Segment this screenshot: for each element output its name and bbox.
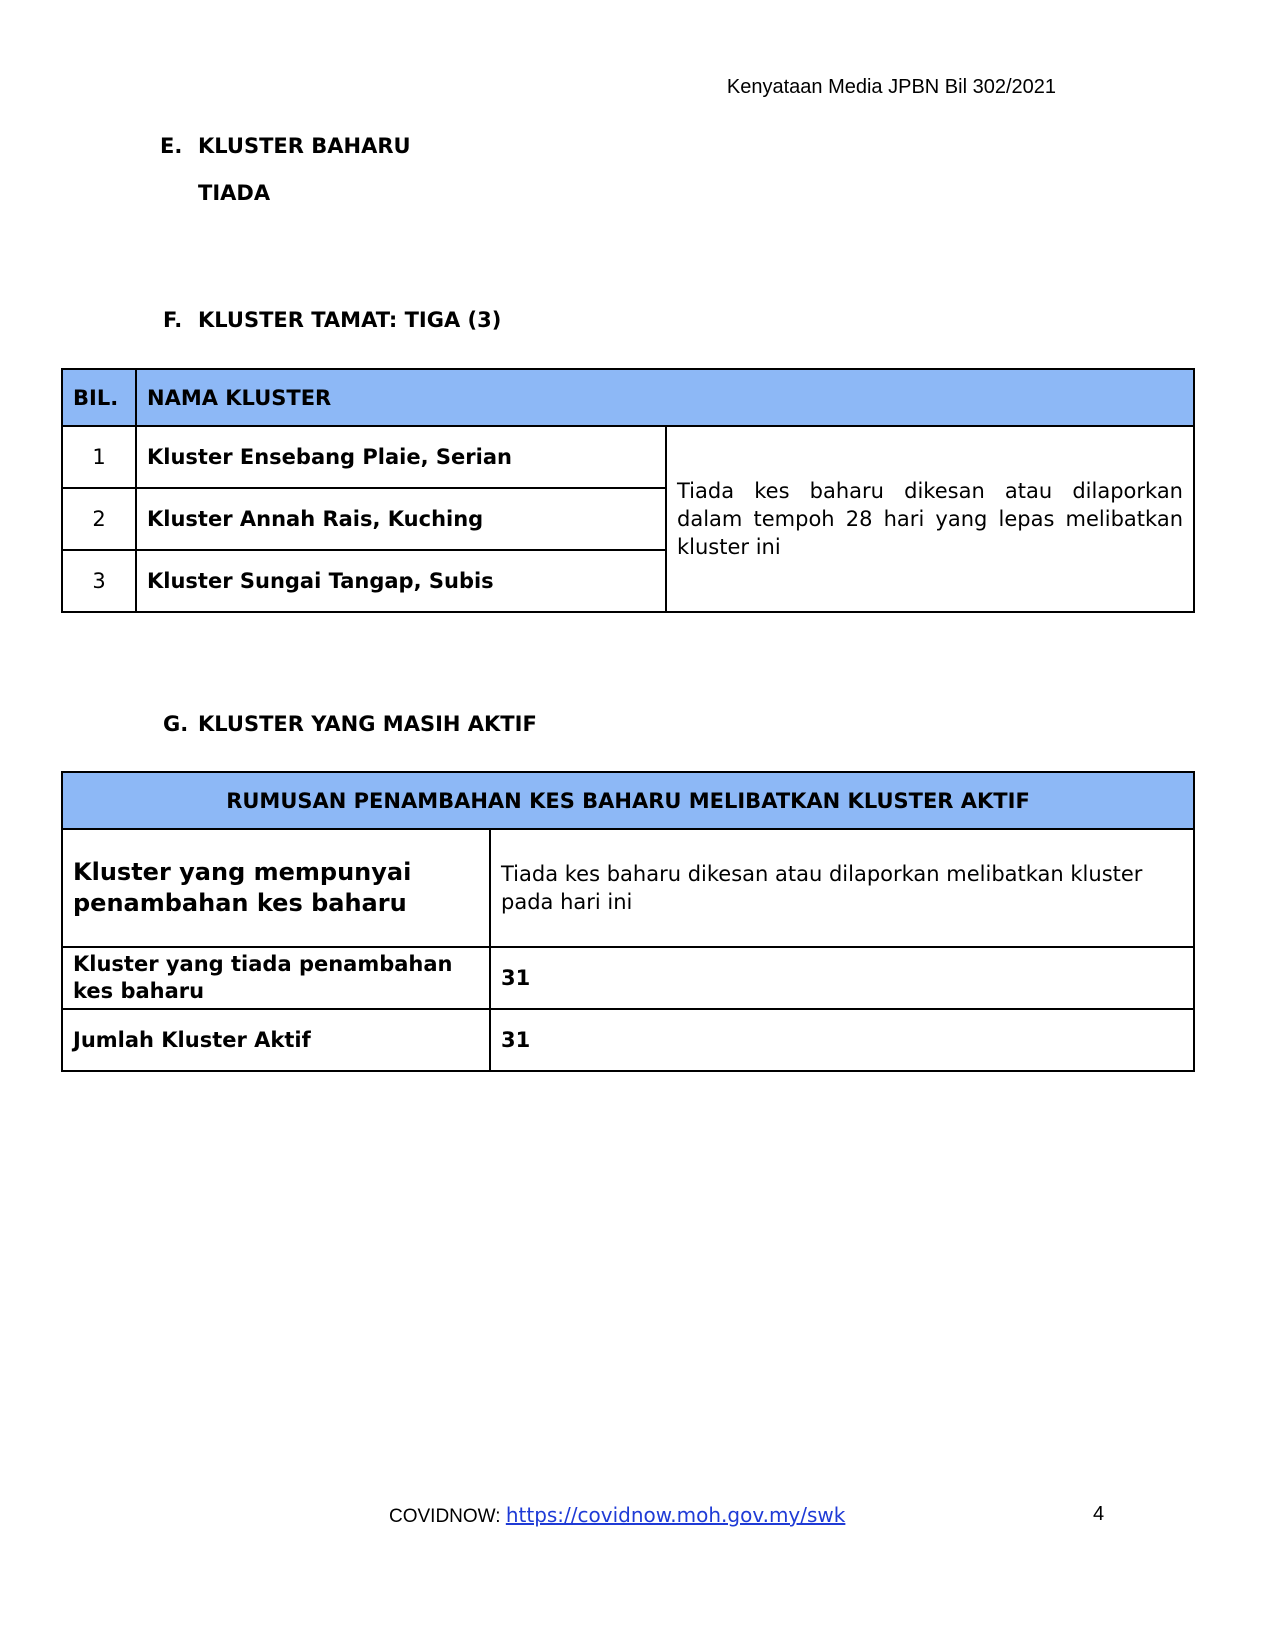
footer (389, 1503, 845, 1528)
section-e-title: KLUSTER BAHARU (198, 134, 411, 158)
cluster-name: Kluster Sungai Tangap, Subis (136, 550, 666, 612)
col-header-nama-kluster: NAMA KLUSTER (136, 369, 1194, 426)
summary-value: Tiada kes baharu dikesan atau dilaporkan melibatkan kluster pada hari ini (490, 829, 1194, 947)
section-f-title: KLUSTER TAMAT: TIGA (3) (198, 308, 502, 332)
section-e-heading (160, 134, 411, 158)
active-clusters-summary-table (61, 771, 1195, 1072)
summary-label: Kluster yang tiada penambahan kes baharu (62, 947, 490, 1009)
table-row (62, 1009, 1194, 1071)
table-row (62, 947, 1194, 1009)
cluster-name: Kluster Ensebang Plaie, Serian (136, 426, 666, 488)
summary-label: Jumlah Kluster Aktif (62, 1009, 490, 1071)
summary-label: Kluster yang mempunyai penambahan kes baharu (62, 829, 490, 947)
summary-value: 31 (490, 947, 1194, 1009)
cluster-name: Kluster Annah Rais, Kuching (136, 488, 666, 550)
summary-table-header: RUMUSAN PENAMBAHAN KES BAHARU MELIBATKAN KLUSTER AKTIF (62, 772, 1194, 829)
ended-clusters-note: Tiada kes baharu dikesan atau dilaporkan dalam tempoh 28 hari yang lepas melibatkan kluster ini (666, 426, 1194, 612)
section-f-heading (163, 308, 501, 332)
section-f-letter: F. (163, 308, 183, 332)
col-header-bil: BIL. (62, 369, 136, 426)
row-number: 1 (62, 426, 136, 488)
row-number: 3 (62, 550, 136, 612)
summary-value: 31 (490, 1009, 1194, 1071)
document-reference: Kenyataan Media JPBN Bil 302/2021 (726, 76, 1056, 98)
table-row (62, 426, 1194, 488)
ended-clusters-table (61, 368, 1195, 613)
table-row (62, 829, 1194, 947)
table-header-row (62, 772, 1194, 829)
section-e-letter: E. (160, 134, 183, 158)
covidnow-link[interactable]: https://covidnow.moh.gov.my/swk (505, 1503, 846, 1527)
section-g-heading (163, 712, 537, 736)
section-e-content: TIADA (198, 181, 271, 205)
footer-prefix: COVIDNOW: (389, 1506, 506, 1527)
table-header-row (62, 369, 1194, 426)
page-number: 4 (1093, 1503, 1105, 1525)
row-number: 2 (62, 488, 136, 550)
section-g-letter: G. (163, 712, 189, 736)
section-g-title: KLUSTER YANG MASIH AKTIF (198, 712, 537, 736)
